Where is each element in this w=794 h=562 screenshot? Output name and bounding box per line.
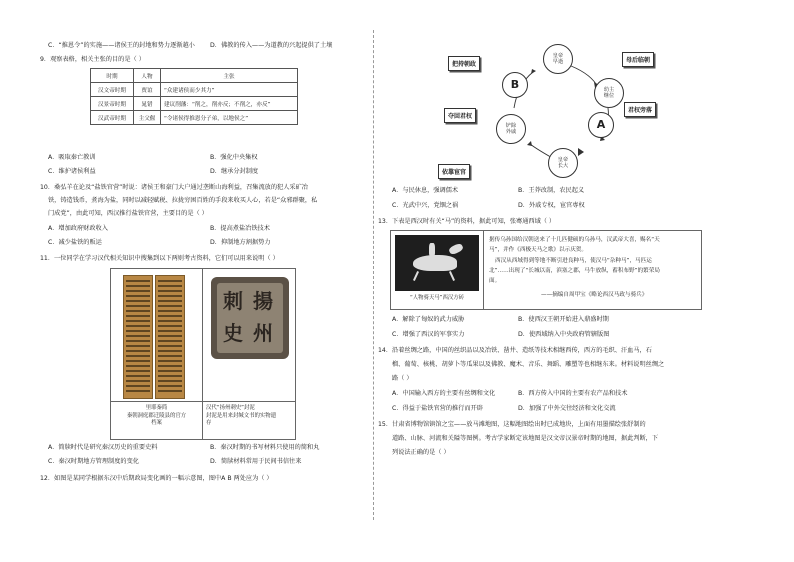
q12-stem: 12．如图是某同学根据东汉中后期政局变化画的一幅示意图，图中A B 两处应为（ ） xyxy=(40,475,273,482)
table-cell: 建议削藩：“削之，削亦反；不削之，亦反” xyxy=(161,97,298,111)
q10-line-2: 铁，铸造钱币，煮海为盐，同时以减轻赋税、拉拢穷困百姓的手段来收买人心，若是“众邪群聚，私 xyxy=(48,197,318,204)
q11-figure xyxy=(110,268,296,440)
seal-char: 刺 xyxy=(223,289,243,313)
table-cell: 汉文帝时期 xyxy=(91,83,134,97)
table-header-cell: 时期 xyxy=(91,69,134,83)
table-cell: “众建诸侯而少其力” xyxy=(161,83,298,97)
table-cell: 主父偃 xyxy=(134,111,161,125)
q13-option-b: B．使西汉王朝开始进入鼎盛时期 xyxy=(518,316,609,323)
node-emperor-early-death: 皇帝 早逝 xyxy=(543,44,573,74)
caption-line: 秦朝洞庭郡迁陵县的官方 xyxy=(126,412,187,419)
q14-option-d: D．加强了中外交往经济和文化交流 xyxy=(518,405,616,412)
arrow-head xyxy=(578,148,584,156)
horse-brick-image xyxy=(395,235,479,291)
q11-option-c: C．秦汉时期地方管理制度的变化 xyxy=(48,458,139,465)
q12-option-c: C．光武中兴，党锢之祸 xyxy=(392,202,459,209)
table-header-cell: 人物 xyxy=(134,69,161,83)
table-row xyxy=(91,69,298,83)
q14-option-b: B．西方传入中国的主要有农产品和技术 xyxy=(518,390,628,397)
q10-option-b: B．提高煮盐冶铁技术 xyxy=(210,225,270,232)
arrow-head xyxy=(531,69,536,74)
horse-head-shape xyxy=(448,242,464,255)
caption-line: 档案 xyxy=(151,420,162,426)
node-a: A xyxy=(588,112,614,138)
q13-stem: 13．下表是西汉时有关“马”的资料，据此可知，张骞通西域（ ） xyxy=(378,218,556,225)
node-eliminate-relatives: 铲除 外戚 xyxy=(496,114,526,144)
q10-option-d: D．抑制地方割据势力 xyxy=(210,239,271,246)
q10-line-3: 门成党”，由此可知，西汉推行盐铁官营，主要目的是（ ） xyxy=(48,210,208,217)
q11-option-d: D．简牍材料常用于民间书信往来 xyxy=(210,458,302,465)
q12-option-d: D．外戚专权，宦官専权 xyxy=(518,202,585,209)
tag-rely-eunuchs: 依靠宦官 xyxy=(438,164,470,179)
q9-option-a: A．吸取秦亡教训 xyxy=(48,154,96,161)
node-young-ruler: 幼主 继位 xyxy=(594,78,624,108)
q13-option-a: A．解除了匈奴的武力威胁 xyxy=(392,316,465,323)
q13-option-d: D．使西域纳入中央政府管辖版图 xyxy=(518,331,610,338)
node-emperor-grown: 皇帝 长大 xyxy=(548,148,578,178)
seal-char: 史 xyxy=(223,321,243,345)
q11-option-a: A．简牍时代是研究秦汉历史的重要史料 xyxy=(48,444,158,451)
q12-cycle-diagram xyxy=(438,42,668,192)
q11-caption-left xyxy=(111,405,202,428)
q13-image-caption: “人物骑天马”西汉方砖 xyxy=(409,295,465,301)
table-row xyxy=(91,83,298,97)
q13-text-line: 据传乌孙国给汉朝送来了十几匹健硕的乌孙马，汉武帝大喜，赐名“天 xyxy=(489,237,660,243)
q13-figure xyxy=(390,230,702,310)
table-cell: 贾谊 xyxy=(134,83,161,97)
table-row xyxy=(91,97,298,111)
q11-stem: 11．一位同学在学习汉代相关知识中搜集到以下两则考古资料，它们可以用来说明（ ） xyxy=(40,255,279,262)
q11-caption-right xyxy=(203,405,298,428)
q10-line-1: 10．桑弘羊在论及“盐铁官营”时说：诸侯王和豪门大户通过垄断山海利益，召集流放的犯人采矿冶 xyxy=(40,184,308,191)
tag-empress-regency: 母后临朝 xyxy=(622,52,654,67)
q10-option-c: C．减少盐铁的贩运 xyxy=(48,239,102,246)
seal-char: 州 xyxy=(253,321,273,345)
figure-caption-divider xyxy=(111,401,295,402)
tag-control-court: 把持朝政 xyxy=(448,56,480,71)
figure-divider xyxy=(483,231,484,309)
bamboo-slip-image xyxy=(155,275,185,399)
q9-option-c: C．维护诸侯利益 xyxy=(48,168,96,175)
q13-text-line: 西汉从西域得到等地不断引进良种马，使汉马“杂种马”，马匹运 xyxy=(495,258,652,264)
horse-shape xyxy=(413,255,457,271)
caption-line: 存 xyxy=(206,420,212,426)
q15-line-3: 列说法正确的是（ ） xyxy=(392,449,450,456)
q14-option-c: C．得益于盐铁官营的推行而开辟 xyxy=(392,405,483,412)
q12-option-b: B．王莽改制，农民起义 xyxy=(518,187,585,194)
caption-line: 封泥是用来封缄文书的实物遗 xyxy=(206,412,277,419)
table-row xyxy=(91,111,298,125)
bamboo-slip-image xyxy=(123,275,153,399)
q13-text-line: 北”……出现了“长城以南，滨塞之郡，马牛放纵，蓄积布野”的繁荣局 xyxy=(489,268,660,274)
q10-option-a: A．增加政府财政收入 xyxy=(48,225,108,232)
seal-char: 揚 xyxy=(253,289,273,313)
q13-option-c: C．增强了西汉的军事实力 xyxy=(392,331,465,338)
q14-line-2: 榴、葡萄、核桃、胡萝卜等瓜果以及佛教、魔术、音乐、舞蹈、雕塑等也相继东来。材料说明丝绸之 xyxy=(392,361,665,368)
tag-power-loss: 君权旁落 xyxy=(624,102,656,117)
table-cell: 汉武帝时期 xyxy=(91,111,134,125)
prev-option-c: C．“推恩令”的实施——诸侯王的封地和势力逐渐越小 xyxy=(48,42,195,49)
q14-line-3: 路（ ） xyxy=(392,375,413,382)
prev-option-d: D．佛教的传入——为道教的兴起提供了土壤 xyxy=(210,42,333,49)
q9-stem: 9．观察表格，相关主张的目的是（ ） xyxy=(40,56,145,63)
caption-line: 里耶秦简 xyxy=(145,405,168,411)
tag-regain-power: 夺回君权 xyxy=(444,108,476,123)
table-header-cell: 主张 xyxy=(161,69,298,83)
q13-source: ——摘编自周甲宝《略论西汉马政与骑兵》 xyxy=(541,292,648,298)
q15-line-1: 15．甘肃省博物馆镇馆之宝——放马滩地图，这幅地图绘出时已成地块，上面有用墨描绘张舒制的 xyxy=(378,421,646,428)
caption-line: 汉代“扬州刺史”封泥 xyxy=(206,405,255,411)
table-cell: 晁错 xyxy=(134,97,161,111)
q12-option-a: A．与民休息，强调儒术 xyxy=(392,187,459,194)
clay-seal-image xyxy=(211,277,289,359)
q14-option-a: A．中国输入西方的主要有丝绸和文化 xyxy=(392,390,496,397)
q9-table xyxy=(90,68,298,125)
table-cell: 汉景帝时期 xyxy=(91,97,134,111)
column-divider xyxy=(373,30,374,520)
q11-option-b: B．秦汉时期的书写材料只使用的简和丸 xyxy=(210,444,320,451)
q13-text-line: 面。 xyxy=(489,278,501,284)
horse-leg-shape xyxy=(413,271,419,281)
rider-shape xyxy=(429,243,435,257)
q15-line-2: 道路、山脉、河流和关隘等图例。考古学家断定该地图是汉文帝汉景帝时期的地图，据此判断，下 xyxy=(392,435,659,442)
q13-text-line: 马”，并作《西极天马之歌》以示庆贺。 xyxy=(489,247,587,253)
q14-line-1: 14．沿着丝绸之路，中国的丝织品以及冶铁、凿井、造纸等技术相继西传，西方的毛织、汗血马，石 xyxy=(378,347,652,354)
q9-option-d: D．继承分封制度 xyxy=(210,168,259,175)
table-cell: “令诸侯得推恩分子弟，以地侯之” xyxy=(161,111,298,125)
q9-option-b: B．强化中央集权 xyxy=(210,154,258,161)
arrow-head xyxy=(527,141,532,146)
horse-leg-shape xyxy=(449,271,455,281)
node-b: B xyxy=(502,72,528,98)
